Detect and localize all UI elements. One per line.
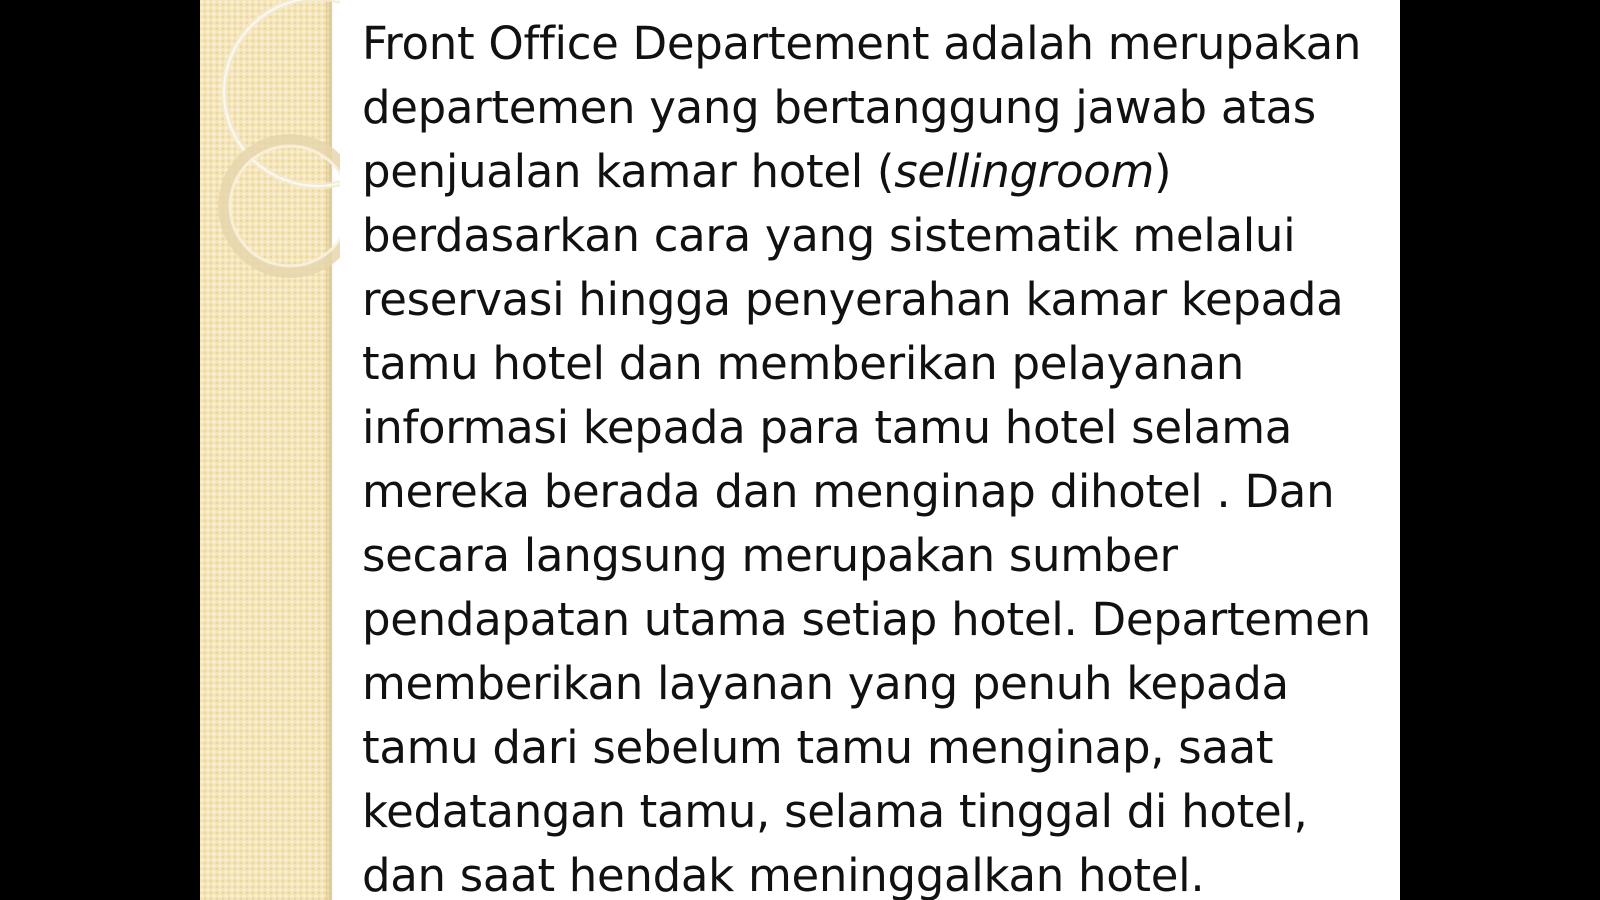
body-paragraph	[362, 12, 1392, 900]
italic-term: sellingroom	[894, 145, 1155, 198]
decorative-rings-icon	[200, 0, 340, 300]
paragraph-text-end: ) berdasarkan cara yang sistematik melalui reservasi hingga penyerahan kamar kepada tamu hotel dan memberikan pelayanan informasi kepada para tamu hotel selama mereka berada dan menginap dihotel . Dan secara langsung merupakan sumber pendapatan utama setiap hotel. Departemen memberikan layanan yang penuh kepada tamu dari sebelum tamu menginap, saat kedatangan tamu, selama tinggal di hotel, dan saat hendak meninggalkan hotel.	[362, 145, 1371, 900]
slide-body	[362, 12, 1392, 900]
slide	[200, 0, 1400, 900]
paragraph-text-start: Front Office Departement adalah merupakan departemen yang bertanggung jawab atas penjualan kamar hotel (	[362, 17, 1362, 198]
